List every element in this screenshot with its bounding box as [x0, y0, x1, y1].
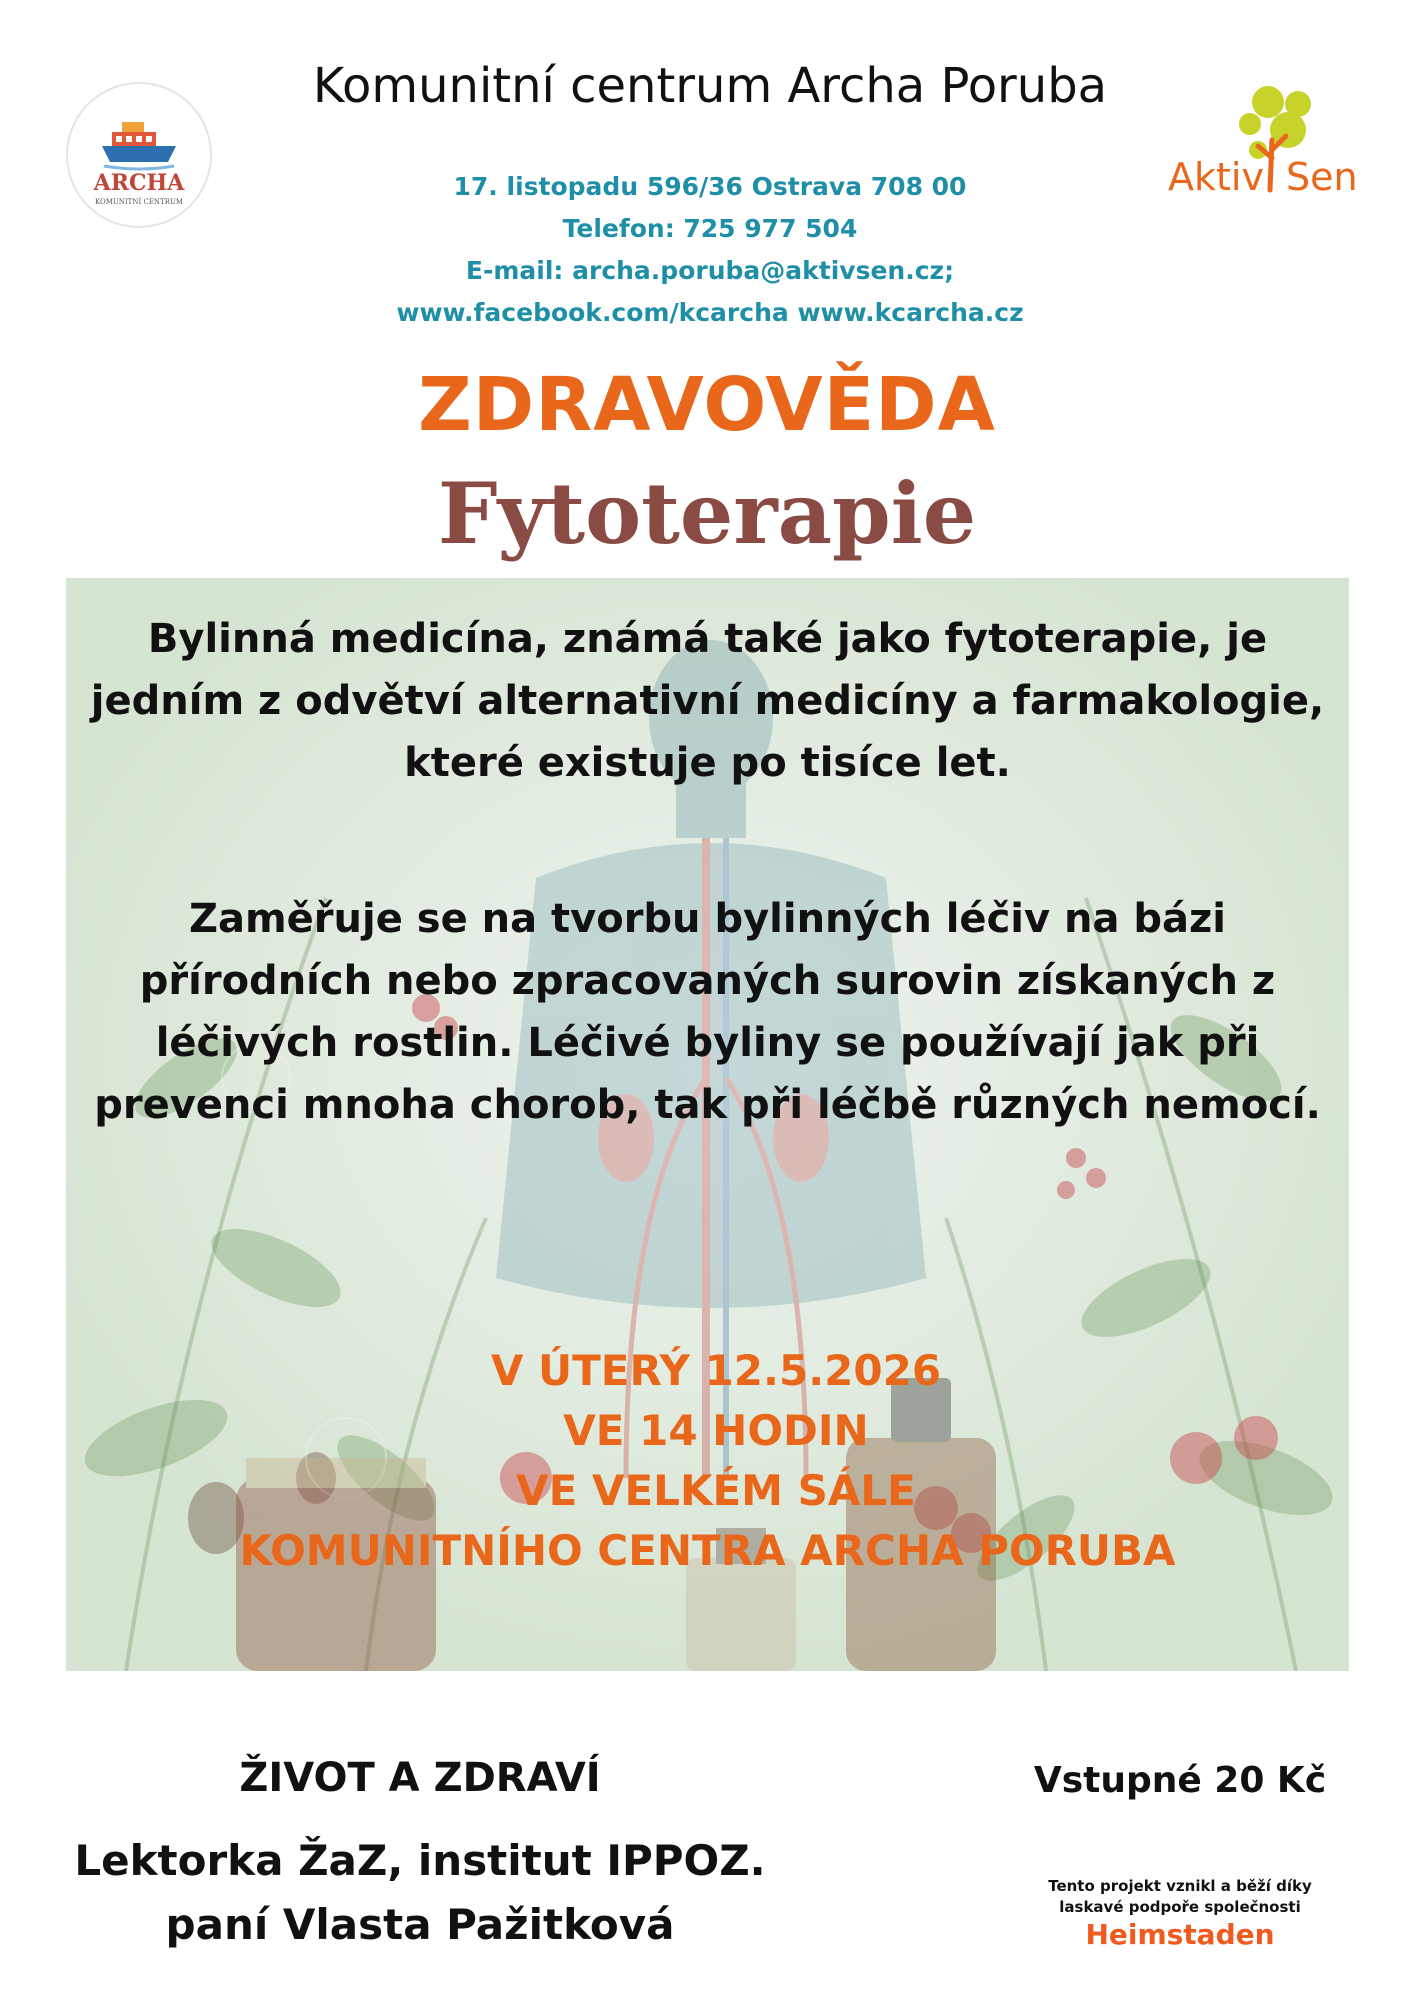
aktivsen-logo-part2: Sen: [1286, 155, 1358, 199]
archa-logo-name: ARCHA: [93, 170, 185, 196]
event-time: VE 14 HODIN: [563, 1406, 869, 1455]
organization-title: Komunitní centrum Archa Poruba: [312, 58, 1108, 114]
description-paragraph-2: Zaměřuje se na tvorbu bylinných léčiv na bázi přírodních nebo zpracovaných surovin získaných z léčivých rostlin. Léčivé byliny se používají jak při prevenci mnoha chorob, tak při léčbě různých nemocí.: [94, 896, 1321, 1128]
contact-phone: Telefon: 725 977 504: [562, 214, 858, 243]
sponsor-logo: Heimstaden: [1085, 1918, 1275, 1951]
lecturer-institution: Lektorka ŽaZ, institut IPPOZ.: [74, 1836, 766, 1885]
event-room: VE VELKÉM SÁLE: [516, 1466, 916, 1515]
program-name: ŽIVOT A ZDRAVÍ: [239, 1755, 601, 1801]
aktivsen-logo: [1160, 80, 1380, 210]
contact-email[interactable]: E-mail: archa.poruba@aktivsen.cz;: [465, 256, 955, 285]
event-venue: KOMUNITNÍHO CENTRA ARCHA PORUBA: [239, 1526, 1176, 1575]
event-date: V ÚTERÝ 12.5.2026: [490, 1346, 942, 1395]
aktivsen-logo-part1: Aktiv: [1168, 155, 1264, 199]
archa-logo-tagline: KOMUNITNÍ CENTRUM: [94, 198, 184, 206]
event-info-panel: [66, 578, 1349, 1671]
lecturer-name: paní Vlasta Pažitková: [165, 1900, 675, 1949]
description-paragraph-1: Bylinná medicína, známá také jako fytoterapie, je jedním z odvětví alternativní medicíny a farmakologie, které existuje po tisíce let.: [90, 616, 1325, 786]
contact-web-links[interactable]: www.facebook.com/kcarcha www.kcarcha.cz: [396, 298, 1024, 327]
event-title: Fytoterapie: [437, 464, 977, 563]
archa-logo: [64, 80, 214, 230]
event-category: ZDRAVOVĚDA: [418, 362, 996, 448]
sponsor-note: Tento projekt vznikl a běží díky laskavé podpoře společnosti: [1048, 1877, 1312, 1916]
contact-address: 17. listopadu 596/36 Ostrava 708 00: [453, 172, 967, 201]
entry-fee: Vstupné 20 Kč: [1033, 1760, 1327, 1801]
